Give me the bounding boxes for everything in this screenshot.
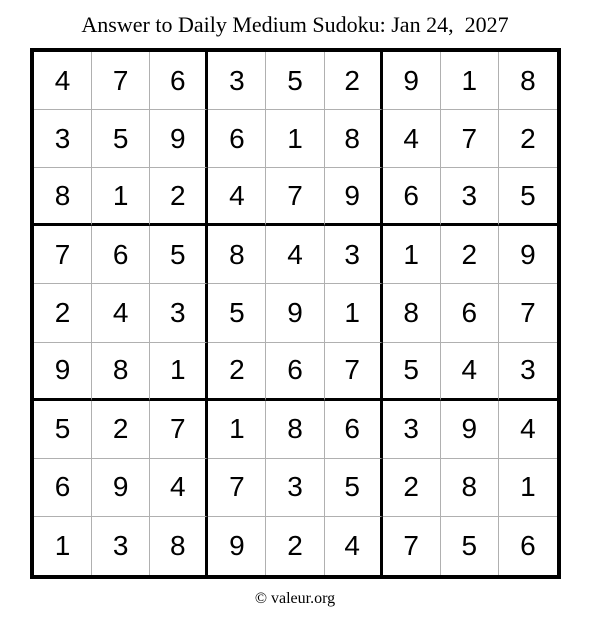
sudoku-cell: 6: [208, 110, 266, 168]
sudoku-cell: 9: [150, 110, 208, 168]
sudoku-cell: 1: [208, 401, 266, 459]
sudoku-cell: 8: [383, 284, 441, 342]
sudoku-cell: 6: [325, 401, 383, 459]
sudoku-cell: 6: [441, 284, 499, 342]
sudoku-cell: 3: [499, 343, 557, 401]
sudoku-cell: 7: [34, 226, 92, 284]
sudoku-cell: 9: [208, 517, 266, 575]
sudoku-cell: 3: [92, 517, 150, 575]
sudoku-cell: 9: [383, 52, 441, 110]
sudoku-cell: 1: [34, 517, 92, 575]
sudoku-cell: 2: [208, 343, 266, 401]
sudoku-cell: 1: [383, 226, 441, 284]
sudoku-cell: 9: [499, 226, 557, 284]
sudoku-cell: 6: [383, 168, 441, 226]
sudoku-cell: 1: [441, 52, 499, 110]
sudoku-cell: 1: [266, 110, 324, 168]
sudoku-cell: 9: [92, 459, 150, 517]
sudoku-cell: 7: [266, 168, 324, 226]
sudoku-cell: 4: [150, 459, 208, 517]
sudoku-cell: 8: [266, 401, 324, 459]
sudoku-cell: 3: [383, 401, 441, 459]
sudoku-cell: 2: [92, 401, 150, 459]
sudoku-cell: 4: [441, 343, 499, 401]
sudoku-cell: 8: [150, 517, 208, 575]
sudoku-cell: 8: [441, 459, 499, 517]
sudoku-cell: 8: [34, 168, 92, 226]
sudoku-cell: 2: [325, 52, 383, 110]
sudoku-cell: 6: [92, 226, 150, 284]
sudoku-cell: 5: [325, 459, 383, 517]
sudoku-cell: 2: [441, 226, 499, 284]
sudoku-cell: 3: [34, 110, 92, 168]
sudoku-cell: 7: [208, 459, 266, 517]
sudoku-cell: 1: [92, 168, 150, 226]
sudoku-cell: 6: [150, 52, 208, 110]
sudoku-cell: 5: [208, 284, 266, 342]
sudoku-cell: 3: [441, 168, 499, 226]
sudoku-cell: 9: [34, 343, 92, 401]
sudoku-cell: 3: [266, 459, 324, 517]
sudoku-cell: 8: [208, 226, 266, 284]
sudoku-cell: 2: [266, 517, 324, 575]
sudoku-cell: 9: [325, 168, 383, 226]
copyright-footer: © valeur.org: [254, 590, 336, 607]
sudoku-cell: 1: [499, 459, 557, 517]
sudoku-cell: 2: [150, 168, 208, 226]
sudoku-cell: 3: [208, 52, 266, 110]
sudoku-cell: 5: [150, 226, 208, 284]
sudoku-cell: 4: [266, 226, 324, 284]
sudoku-cell: 3: [325, 226, 383, 284]
sudoku-cell: 9: [266, 284, 324, 342]
sudoku-cell: 7: [92, 52, 150, 110]
sudoku-cell: 8: [92, 343, 150, 401]
sudoku-cell: 5: [441, 517, 499, 575]
sudoku-cell: 5: [383, 343, 441, 401]
sudoku-cell: 4: [325, 517, 383, 575]
sudoku-cell: 3: [150, 284, 208, 342]
sudoku-cell: 5: [499, 168, 557, 226]
sudoku-cell: 7: [383, 517, 441, 575]
sudoku-cell: 8: [499, 52, 557, 110]
sudoku-cell: 4: [383, 110, 441, 168]
sudoku-cell: 4: [499, 401, 557, 459]
sudoku-cell: 6: [520, 529, 536, 561]
puzzle-title: Answer to Daily Medium Sudoku: Jan 24, 2027: [81, 12, 509, 37]
sudoku-cell: 1: [150, 343, 208, 401]
sudoku-cell: 5: [266, 52, 324, 110]
sudoku-cell: 2: [34, 284, 92, 342]
sudoku-cell: 5: [92, 110, 150, 168]
sudoku-cell: 7: [499, 284, 557, 342]
sudoku-cell: 4: [92, 284, 150, 342]
sudoku-cell: 6: [34, 459, 92, 517]
sudoku-board: [30, 48, 561, 579]
sudoku-cell: 6: [266, 343, 324, 401]
sudoku-cell: 9: [441, 401, 499, 459]
sudoku-cell: 4: [34, 52, 92, 110]
sudoku-cell: 4: [208, 168, 266, 226]
sudoku-cell: 5: [34, 401, 92, 459]
sudoku-cell: 8: [325, 110, 383, 168]
sudoku-cell: 2: [383, 459, 441, 517]
sudoku-cell: 7: [325, 343, 383, 401]
sudoku-cell: 7: [150, 401, 208, 459]
sudoku-cell: 2: [499, 110, 557, 168]
sudoku-cell: 7: [441, 110, 499, 168]
sudoku-cell: 1: [325, 284, 383, 342]
